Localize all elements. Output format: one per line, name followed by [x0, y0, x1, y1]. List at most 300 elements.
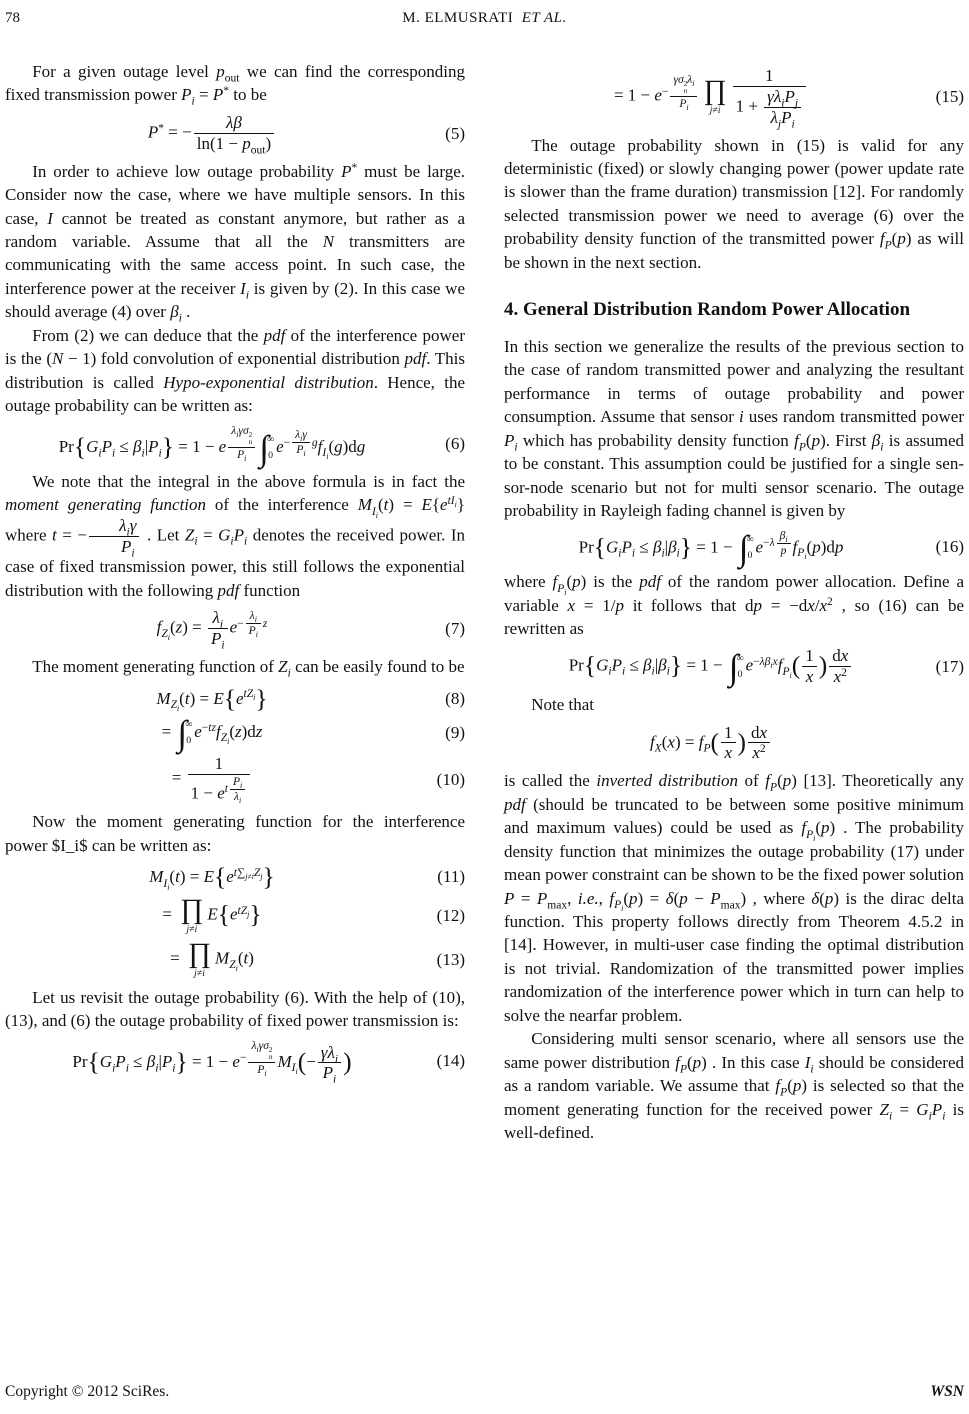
denominator	[246, 624, 261, 640]
italic-text: f	[801, 818, 807, 838]
italic-text: p	[824, 888, 834, 908]
italic-text: P	[101, 436, 112, 456]
subscript	[229, 958, 238, 974]
italic-text: β	[133, 436, 142, 456]
integral-limits	[746, 535, 753, 561]
italic-text: i	[295, 1067, 298, 1077]
left-column	[5, 60, 465, 1145]
superscript	[238, 904, 250, 917]
subscript	[692, 79, 694, 88]
text: )d	[820, 536, 835, 556]
equation-number: (8)	[445, 688, 465, 708]
text: ) is the	[580, 572, 640, 592]
text: ∞	[267, 433, 275, 445]
integral-operator	[728, 646, 744, 687]
equation-number: (10)	[436, 769, 465, 789]
text: ) as will be shown in the next section.	[504, 229, 964, 272]
text: = 1 −	[613, 85, 655, 105]
italic-text: p	[897, 229, 906, 249]
text: Pr	[568, 655, 584, 675]
text: −	[661, 84, 669, 98]
superscript	[237, 609, 268, 640]
italic-text: f	[156, 617, 162, 637]
numerator	[777, 530, 791, 544]
denominator	[777, 544, 791, 557]
italic-text: P	[797, 546, 805, 560]
text: (	[377, 495, 384, 515]
equation-13	[5, 938, 465, 980]
denominator	[829, 667, 851, 686]
italic-text: I	[804, 1052, 811, 1072]
text: In this section we generalize the results of the previous section to the case of random transmitted power and analyzing the resultant performance in terms of outage probability and power consumption. Assume that sensor	[504, 336, 964, 427]
text: to be	[228, 85, 267, 105]
text: uses random transmitted power	[743, 407, 964, 427]
text: (	[777, 771, 783, 791]
italic-text: j	[194, 968, 197, 980]
italic-text: β	[779, 528, 786, 542]
text: of the interference power is the (	[5, 325, 465, 369]
italic-text: P	[806, 827, 814, 841]
big-delimiter: }	[175, 1046, 188, 1076]
text: (	[179, 688, 185, 708]
italic-text: i	[125, 1061, 129, 1075]
italic-text: i	[651, 665, 655, 679]
italic-text: f	[675, 1052, 680, 1072]
italic-text: β	[668, 536, 677, 556]
text: = 1/	[575, 595, 616, 615]
text: *	[351, 160, 358, 174]
fraction	[230, 775, 245, 806]
subscript	[799, 440, 806, 453]
italic-text: P	[233, 525, 245, 545]
product-glyph: ∏	[187, 938, 212, 970]
italic-text: M	[149, 867, 164, 887]
numerator	[228, 425, 255, 449]
product-limits	[194, 969, 205, 979]
italic-text: i	[236, 429, 239, 439]
denominator	[230, 790, 245, 806]
italic-text: i	[244, 534, 248, 548]
paragraph	[5, 470, 465, 603]
subscript	[264, 1069, 266, 1078]
italic-text: Z	[161, 627, 168, 640]
italic-text: e	[218, 436, 227, 456]
denominator	[721, 743, 736, 762]
italic-text: P	[703, 741, 711, 755]
equation-number: (11)	[437, 867, 465, 887]
italic-text: z	[262, 616, 268, 630]
text: ∞	[736, 653, 744, 665]
lower-limit	[746, 551, 753, 561]
italic-text: i	[686, 103, 689, 113]
fraction	[228, 425, 255, 462]
equation-number: (14)	[436, 1051, 465, 1071]
fraction	[748, 724, 770, 763]
italic-text: f	[552, 572, 558, 592]
italic-text: i	[253, 693, 256, 703]
subscript	[244, 454, 246, 463]
text: ≤	[625, 655, 644, 675]
numerator	[721, 724, 736, 744]
italic-text: x	[667, 731, 675, 751]
italic-text: i	[785, 534, 788, 544]
text: We note that the integral in the above formula is in fact the	[32, 471, 465, 491]
equation-16	[504, 527, 964, 568]
italic-text: i	[178, 311, 182, 325]
italic-text: Z	[278, 657, 288, 677]
italic-text: i	[928, 1109, 932, 1123]
text: ) =	[179, 867, 204, 887]
big-delimiter: {	[213, 862, 227, 892]
italic-text: z	[175, 617, 183, 637]
italic-text: I	[47, 208, 53, 228]
italic-text: j	[777, 117, 782, 131]
text: 1	[724, 722, 733, 742]
numerator	[764, 88, 801, 108]
superscript	[202, 721, 216, 734]
italic-text: Z	[229, 958, 236, 972]
italic-text: i	[375, 510, 378, 520]
text: transmitters are communicating with the same access point. In such case, the interference power at the receiver	[5, 231, 465, 298]
text: |	[158, 1051, 162, 1071]
copyright-notice: Copyright © 2012 SciRes.	[5, 1382, 170, 1400]
subscript	[806, 828, 815, 841]
subscript	[797, 546, 807, 562]
equation-fx-unnumbered	[504, 724, 964, 763]
italic-text: j	[186, 923, 190, 935]
italic-text: p	[782, 771, 792, 791]
text: d	[832, 646, 841, 666]
italic-text: i	[888, 1109, 893, 1123]
equation-body	[5, 938, 419, 980]
italic-text: i	[621, 903, 624, 913]
equation-6	[5, 423, 465, 468]
italic-text: I	[163, 876, 168, 890]
text: it follows that d	[623, 595, 754, 615]
equation-number: (17)	[935, 657, 964, 677]
text: Considering multi sensor scenario, where all sensors use the same power distribution	[504, 1029, 964, 1072]
text: (	[815, 818, 822, 838]
italic-text: pdf	[639, 572, 661, 592]
italic-text: f	[698, 731, 704, 751]
italic-text: P	[798, 440, 806, 454]
italic-text: λ	[770, 107, 778, 127]
text: −	[763, 535, 770, 549]
superscript	[447, 494, 457, 510]
numerator	[194, 114, 274, 134]
text: )d	[241, 722, 256, 742]
italic-text: i	[813, 833, 816, 843]
subscript	[335, 1052, 338, 1065]
italic-text: i	[789, 671, 792, 681]
integral-limits	[267, 435, 274, 461]
italic-text: I	[322, 445, 327, 459]
subscript	[255, 615, 257, 624]
italic-text: γ	[302, 428, 307, 442]
text: |	[144, 436, 149, 456]
superscript	[226, 423, 257, 464]
italic-text: p	[780, 543, 787, 557]
italic-text: i	[942, 1109, 946, 1123]
text: −	[687, 888, 711, 908]
sub-sup-stack	[269, 1047, 273, 1061]
italic-text: f	[215, 722, 221, 742]
text: denotes the received power. In case of fixed transmission power, this still follows the exponential distribution with the following	[5, 525, 465, 600]
subscript	[225, 71, 240, 84]
italic-text: g	[311, 435, 318, 449]
big-delimiter: {	[583, 650, 597, 680]
equation-body	[504, 724, 918, 763]
italic-text: f	[879, 229, 885, 249]
text: ) =	[388, 495, 422, 515]
italic-text: pdf	[217, 580, 240, 600]
paragraph	[504, 335, 964, 523]
text: ≠	[189, 923, 195, 935]
italic-text: i	[227, 737, 230, 747]
text: is assumed to be constant. This assumption could be justified for a single sensor-node scenario but not for multi sensor scenario. The outage probability in Rayleigh fading channel is given by	[504, 430, 965, 521]
italic-text: δ	[665, 888, 674, 908]
upper-limit	[267, 435, 274, 445]
superscript	[763, 528, 792, 557]
superscript	[239, 1038, 278, 1079]
paragraph	[5, 324, 465, 418]
big-delimiter: }	[249, 899, 262, 929]
equation-8	[5, 683, 465, 713]
italic-text: E	[421, 495, 432, 515]
big-delimiter: }	[669, 650, 683, 680]
text: (	[787, 1076, 793, 1096]
italic-text: x	[759, 722, 768, 742]
text: =	[197, 525, 219, 545]
text: The moment generating function of	[32, 657, 279, 677]
equation-body	[504, 647, 918, 686]
text: ) =	[674, 731, 699, 751]
italic-text: X	[654, 741, 662, 755]
paragraph	[504, 570, 964, 640]
italic-text: i	[126, 525, 130, 539]
subscript	[239, 796, 241, 805]
italic-text: γσ	[238, 423, 249, 437]
italic-text: e	[755, 536, 764, 556]
subscript	[221, 639, 224, 652]
text: ≠	[247, 872, 252, 882]
text: |	[664, 536, 669, 556]
italic-text: i	[112, 1061, 116, 1075]
italic-text: P	[161, 1051, 173, 1071]
section-title: General Distribution Random Power Allocation	[523, 299, 911, 321]
text: (	[237, 949, 244, 969]
text: out	[224, 71, 240, 85]
text: )	[248, 949, 254, 969]
italic-text: i	[202, 968, 205, 980]
text: = 1 −	[173, 436, 219, 456]
lower-limit	[185, 736, 192, 746]
text: ≤	[635, 536, 653, 556]
italic-text: i	[661, 546, 665, 560]
italic-text: P	[341, 161, 352, 181]
subscript	[686, 103, 688, 112]
italic-text: tI	[447, 494, 455, 508]
italic-text: G	[218, 525, 231, 545]
italic-text: P	[257, 1063, 265, 1077]
equation-9	[5, 713, 465, 753]
italic-text: Z	[184, 525, 195, 545]
text: = −	[56, 525, 87, 545]
running-title	[95, 8, 874, 29]
italic-text: t	[224, 782, 228, 796]
italic-text: p	[242, 133, 251, 153]
italic-text: λ	[212, 608, 220, 628]
italic-text: λβ	[226, 112, 242, 132]
text: 1	[805, 646, 814, 666]
italic-text: i	[804, 552, 807, 562]
italic-text: δ	[811, 888, 820, 908]
text: (	[806, 536, 813, 556]
italic-text: i	[631, 546, 636, 560]
text: = 1 −	[692, 536, 737, 556]
italic-text: f	[765, 771, 770, 791]
italic-text: tZ	[243, 687, 254, 701]
text: } where	[5, 495, 465, 545]
integral-glyph: ∫	[728, 646, 739, 687]
italic-text: Hypo-exponential distribution	[163, 372, 374, 392]
text: 0	[737, 668, 743, 680]
equation-number: (13)	[436, 950, 465, 970]
italic-text: P	[232, 775, 241, 789]
product-limits	[186, 925, 197, 935]
fraction	[208, 608, 228, 652]
text: of	[737, 771, 766, 791]
lower-limit	[267, 451, 274, 461]
italic-text: x	[724, 743, 733, 763]
italic-text: i	[167, 882, 170, 892]
text: can be easily found to be	[290, 657, 465, 677]
fraction	[733, 66, 806, 131]
superscript	[661, 72, 700, 113]
italic-text: x	[807, 595, 815, 615]
subscript	[251, 143, 266, 156]
italic-text: i.e.	[577, 888, 599, 908]
numerator	[248, 1040, 275, 1064]
italic-text: i	[131, 546, 135, 559]
integral-limits	[185, 720, 192, 746]
fraction	[829, 647, 851, 686]
italic-text: i	[303, 449, 306, 459]
italic-text: tZ	[237, 903, 248, 917]
italic-text: i	[240, 781, 243, 791]
italic-text: pdf	[263, 325, 286, 345]
text: max	[720, 897, 741, 911]
section-number: 4.	[504, 299, 519, 321]
italic-text: λ	[295, 428, 301, 442]
text: −	[239, 1050, 247, 1064]
italic-text: e	[229, 904, 238, 924]
text: *	[158, 121, 165, 135]
journal-abbreviation: WSN	[930, 1382, 964, 1400]
italic-text: tz	[208, 721, 216, 735]
italic-text: i	[221, 638, 225, 652]
equation-11	[5, 864, 465, 890]
subscript	[245, 872, 254, 881]
equation-body	[504, 527, 918, 568]
italic-text: i	[738, 407, 744, 427]
italic-text: P	[296, 443, 304, 457]
text: 0	[268, 449, 273, 461]
text: −	[237, 616, 244, 630]
text: ≠	[196, 968, 203, 980]
italic-text: i	[791, 117, 795, 131]
italic-text: N	[52, 349, 64, 369]
italic-text: G	[916, 1099, 929, 1119]
italic-text: i	[621, 665, 626, 679]
italic-text: i	[176, 703, 180, 713]
italic-text: M	[357, 495, 372, 515]
text: (	[623, 888, 630, 908]
italic-text: f	[317, 436, 323, 456]
italic-text: P	[237, 448, 245, 462]
big-delimiter: )	[343, 1046, 352, 1076]
italic-text: Z	[253, 866, 261, 880]
equation-body	[5, 423, 419, 468]
big-delimiter: {	[223, 683, 236, 713]
subscript	[161, 627, 170, 640]
superscript	[760, 742, 766, 755]
text: Pr	[58, 436, 74, 456]
big-delimiter: {	[593, 531, 607, 561]
denominator	[733, 86, 806, 131]
italic-text: P	[770, 780, 778, 794]
italic-text: p	[679, 888, 688, 908]
italic-text: γσ	[673, 72, 684, 86]
equation-number: (6)	[445, 433, 465, 453]
italic-text: λ	[769, 535, 775, 549]
equation-body	[5, 1038, 419, 1086]
text: (	[169, 867, 176, 887]
equation-body	[5, 893, 419, 935]
italic-text: P	[210, 629, 222, 649]
italic-text: P	[536, 888, 548, 908]
superscript	[283, 428, 318, 459]
text: {	[431, 495, 441, 515]
italic-text: p	[572, 572, 581, 592]
italic-text: z	[255, 722, 263, 742]
fraction	[89, 515, 139, 559]
italic-text: i	[618, 546, 622, 560]
italic-text: P	[181, 85, 192, 105]
italic-text: f	[792, 536, 798, 556]
italic-text: f	[609, 888, 615, 908]
text: =	[161, 722, 176, 742]
equation-number: (9)	[445, 723, 465, 743]
text: max	[547, 897, 568, 911]
product-operator	[703, 75, 727, 116]
italic-text: i	[326, 451, 329, 461]
italic-text: j	[260, 872, 263, 882]
italic-text: x	[772, 654, 778, 668]
text: (	[169, 617, 176, 637]
equation-15	[504, 66, 964, 131]
text: ∑	[236, 866, 246, 880]
text: Note that	[531, 695, 594, 715]
italic-text: p	[812, 536, 821, 556]
text: 2	[759, 742, 766, 756]
italic-text: e	[654, 85, 662, 105]
running-etal: ET AL.	[521, 10, 567, 26]
equation-17	[504, 647, 964, 686]
italic-text: i	[717, 104, 721, 116]
fraction	[777, 530, 791, 557]
italic-text: P	[504, 888, 515, 908]
